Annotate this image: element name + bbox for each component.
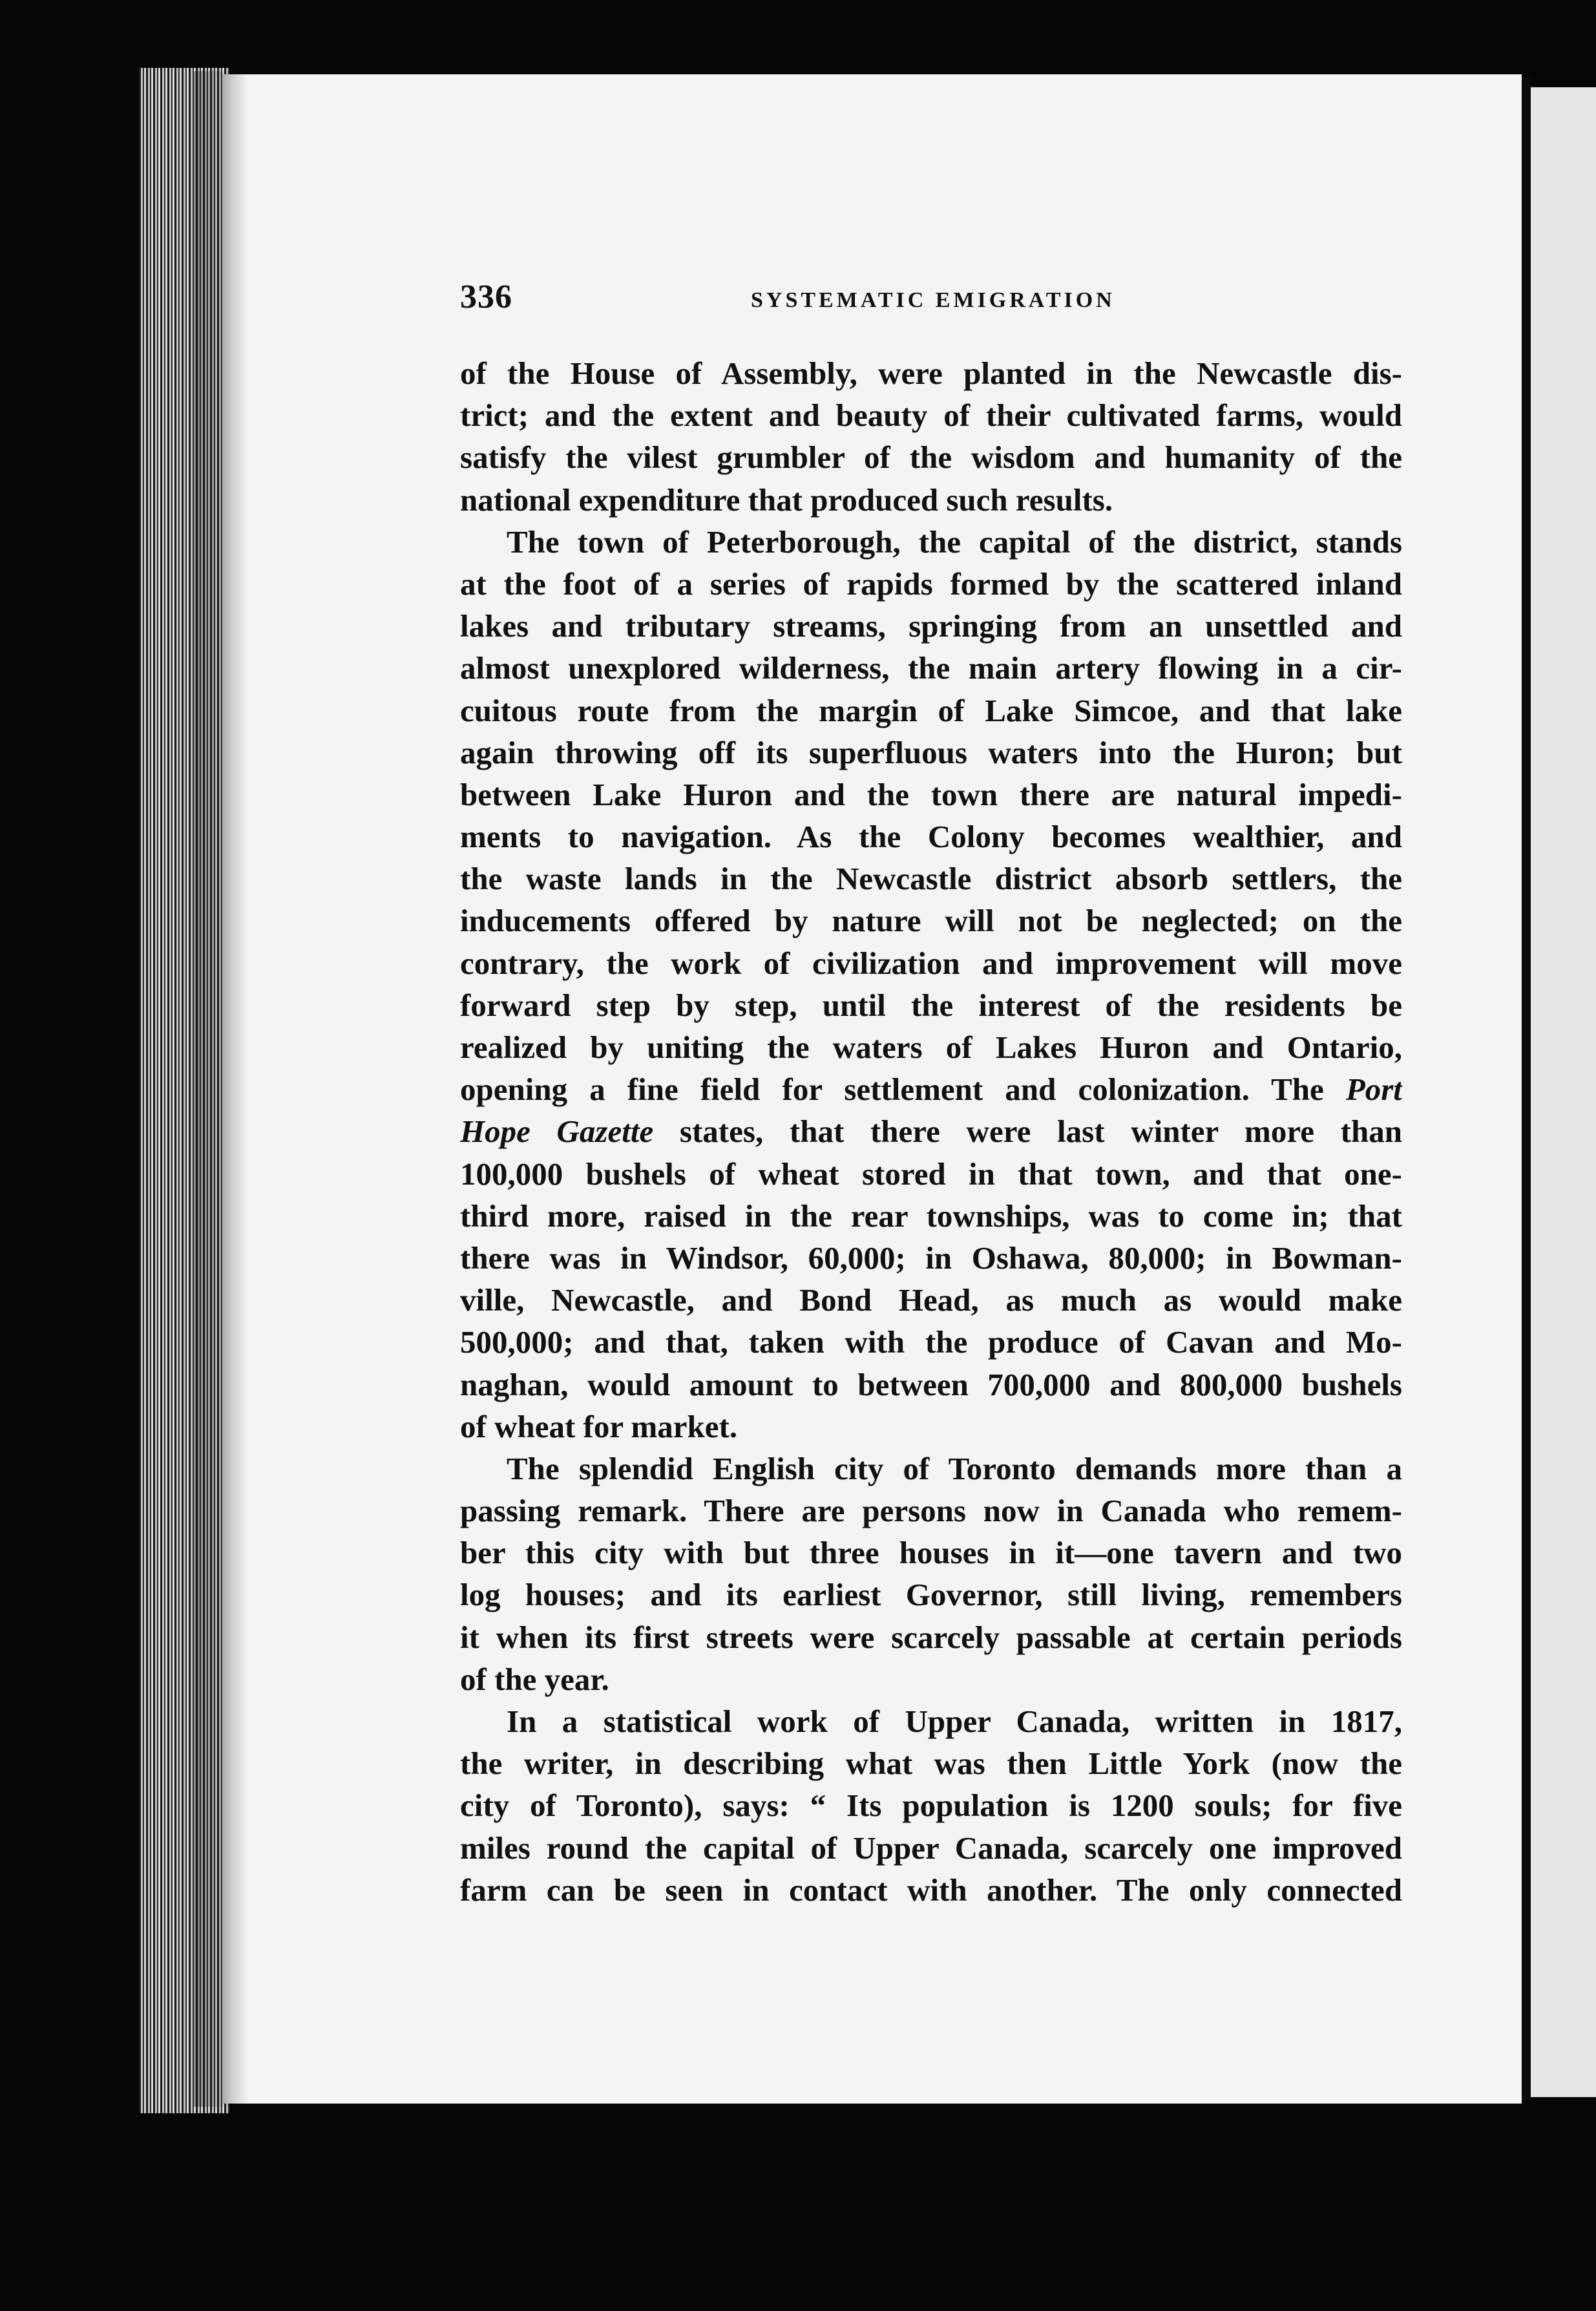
text-line: naghan, would amount to between 700,000 and 800,000 bushels [460,1366,1402,1402]
facing-page-sliver [1531,87,1596,2097]
text-line: log houses; and its earliest Governor, still living, remembers [460,1577,1402,1613]
text-line: lakes and tributary streams, springing from an unsettled and [460,608,1402,644]
text-line: it when its first streets were scarcely passable at certain periods [460,1619,1402,1655]
paragraph-start-line: The splendid English city of Toronto demands more than a [507,1450,1402,1486]
text-line: of wheat for market. [460,1408,738,1444]
text-line-with-italic [460,1068,1402,1110]
text-line: the writer, in describing what was then Little York (now the [460,1746,1402,1782]
text-line: passing remark. There are persons now in Canada who remem- [460,1493,1402,1529]
right-page-edge [1522,78,1531,2100]
text-line: again throwing off its superfluous waters into the Huron; but [460,734,1402,770]
paragraph-start-line: In a statistical work of Upper Canada, written in 1817, [507,1704,1402,1739]
text-line-with-italic [460,1110,1402,1152]
italic-title: Hope Gazette [460,1113,654,1150]
text-line: of the year. [460,1661,609,1697]
text-line: forward step by step, until the interest of the residents be [460,987,1402,1023]
text-line: at the foot of a series of rapids formed by the scattered inland [460,565,1402,602]
text-line: farm can be seen in contact with another. The only connected [460,1872,1402,1908]
text-line: ville, Newcastle, and Bond Head, as much as would make [460,1282,1402,1318]
text-line: ments to navigation. As the Colony becomes wealthier, and [460,819,1402,855]
text-span: states, that there were last winter more than [679,1113,1402,1150]
text-line: there was in Windsor, 60,000; in Oshawa, 80,000; in Bowman- [460,1240,1402,1276]
page-number: 336 [460,279,512,315]
text-line: contrary, the work of civilization and improvement will move [460,945,1402,981]
text-line: the waste lands in the Newcastle district absorb settlers, the [460,861,1402,897]
running-title: SYSTEMATIC EMIGRATION [751,288,1115,312]
text-line: of the House of Assembly, were planted in the Newcastle dis- [460,355,1402,391]
text-line: inducements offered by nature will not be neglected; on the [460,903,1402,939]
text-line: miles round the capital of Upper Canada, scarcely one improved [460,1830,1402,1866]
text-line: almost unexplored wilderness, the main artery flowing in a cir- [460,650,1402,686]
text-line: 500,000; and that, taken with the produce of Cavan and Mo- [460,1324,1402,1360]
text-line: cuitous route from the margin of Lake Simcoe, and that lake [460,692,1402,728]
text-line: ber this city with but three houses in it—one tavern and two [460,1535,1402,1571]
text-line: between Lake Huron and the town there are natural impedi- [460,776,1402,812]
text-line: third more, raised in the rear townships, was to come in; that [460,1198,1402,1234]
text-span: opening a fine field for settlement and colonization. The [460,1071,1324,1108]
gutter-shade [194,71,233,2107]
italic-title: Port [1345,1071,1402,1108]
paragraph-start-line: The town of Peterborough, the capital of the district, stands [507,523,1402,560]
text-line: national expenditure that produced such results. [460,481,1113,518]
text-line: 100,000 bushels of wheat stored in that town, and that one- [460,1156,1402,1192]
body-text [460,352,1402,1911]
text-line: city of Toronto), says: “ Its population is 1200 souls; for five [460,1788,1402,1824]
running-head [460,278,1402,323]
text-line: realized by uniting the waters of Lakes Huron and Ontario, [460,1029,1402,1065]
text-line: satisfy the vilest grumbler of the wisdom and humanity of the [460,439,1402,476]
text-line: trict; and the extent and beauty of their cultivated farms, would [460,397,1402,434]
